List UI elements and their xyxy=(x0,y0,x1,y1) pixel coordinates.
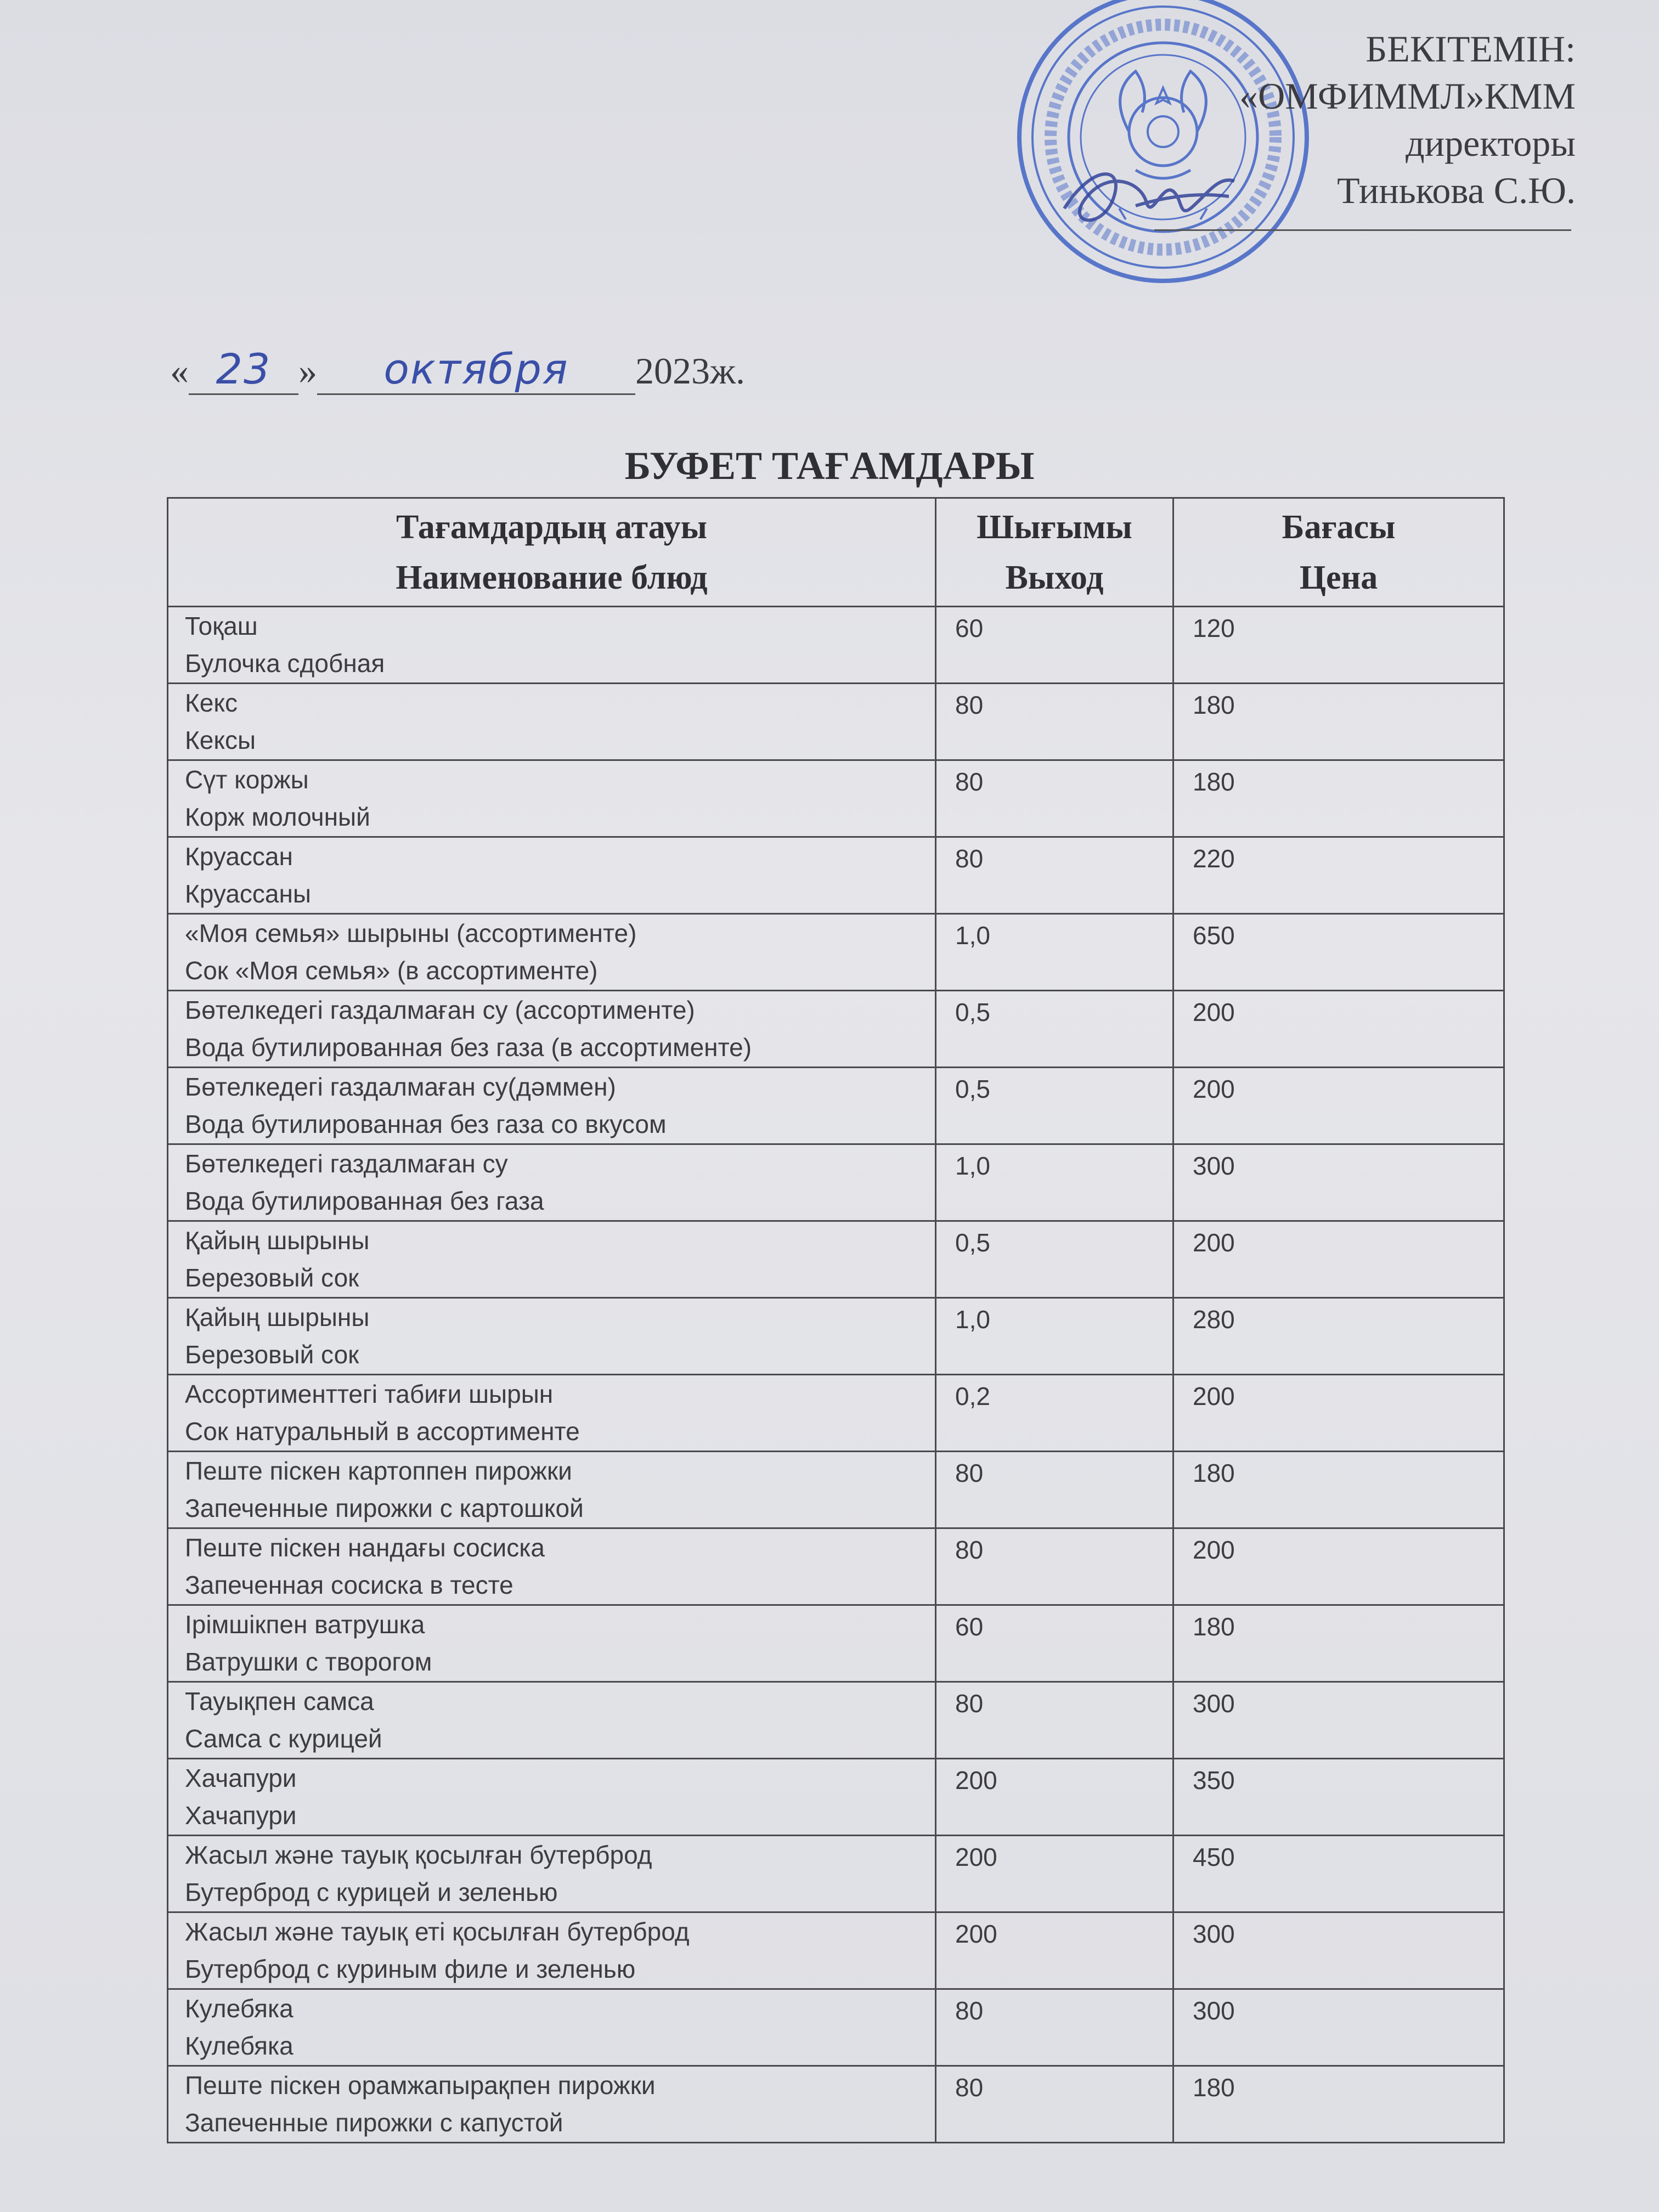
price-cell: 300 xyxy=(1173,1682,1504,1759)
dish-name-ru: Булочка сдобная xyxy=(185,649,385,678)
dish-name-cell xyxy=(168,1682,936,1759)
dish-name-cell xyxy=(168,1759,936,1836)
table-header-row xyxy=(168,498,1504,607)
dish-name-kz: Тоқаш xyxy=(185,612,258,640)
table-row xyxy=(168,837,1504,914)
dish-name-cell xyxy=(168,1912,936,1989)
dish-name-ru: Березовый сок xyxy=(185,1340,359,1369)
price-cell: 220 xyxy=(1173,837,1504,914)
approval-organization: «ОМФИММЛ»КММ xyxy=(1239,75,1576,117)
date-day-field xyxy=(189,345,298,395)
price-cell: 180 xyxy=(1173,684,1504,760)
yield-cell: 0,2 xyxy=(936,1375,1173,1452)
date-mid-quote: » xyxy=(298,350,317,392)
dish-name-cell xyxy=(168,2066,936,2143)
header-price-kz: Бағасы xyxy=(1282,508,1396,546)
approval-signatory: Тинькова С.Ю. xyxy=(1337,170,1576,211)
dish-name-cell xyxy=(168,991,936,1068)
dish-name-cell xyxy=(168,1605,936,1682)
yield-cell: 0,5 xyxy=(936,991,1173,1068)
date-day: 23 xyxy=(216,345,272,393)
dish-name-kz: Ірімшікпен ватрушка xyxy=(185,1610,425,1639)
menu-table-body xyxy=(168,607,1504,2143)
dish-name-kz: Бөтелкедегі газдалмаған су(дәммен) xyxy=(185,1073,616,1101)
dish-name-kz: Кекс xyxy=(185,689,238,717)
price-cell: 180 xyxy=(1173,2066,1504,2143)
dish-name-ru: Хачапури xyxy=(185,1801,297,1830)
price-cell: 280 xyxy=(1173,1298,1504,1375)
table-row xyxy=(168,1144,1504,1221)
table-row xyxy=(168,1221,1504,1298)
yield-cell: 0,5 xyxy=(936,1221,1173,1298)
dish-name-ru: Вода бутилированная без газа со вкусом xyxy=(185,1110,667,1138)
dish-name-kz: Хачапури xyxy=(185,1764,297,1792)
yield-cell: 0,5 xyxy=(936,1068,1173,1144)
table-row xyxy=(168,607,1504,684)
header-name xyxy=(168,498,936,607)
dish-name-cell xyxy=(168,1298,936,1375)
price-cell: 450 xyxy=(1173,1836,1504,1912)
yield-cell: 1,0 xyxy=(936,1144,1173,1221)
approval-block xyxy=(1082,25,1576,214)
dish-name-kz: Пеште піскен орамжапырақпен пирожки xyxy=(185,2071,656,2100)
table-row xyxy=(168,1298,1504,1375)
dish-name-kz: Қайың шырыны xyxy=(185,1303,370,1331)
dish-name-kz: Сүт коржы xyxy=(185,765,309,794)
table-row xyxy=(168,1759,1504,1836)
dish-name-ru: Запеченная сосиска в тесте xyxy=(185,1571,514,1599)
date-year: 2023ж. xyxy=(635,350,745,392)
approval-heading: БЕКІТЕМІН: xyxy=(1365,28,1576,70)
table-row xyxy=(168,1452,1504,1528)
dish-name-cell xyxy=(168,914,936,991)
yield-cell: 80 xyxy=(936,1452,1173,1528)
dish-name-ru: Корж молочный xyxy=(185,803,370,831)
yield-cell: 200 xyxy=(936,1912,1173,1989)
menu-table xyxy=(167,497,1505,2143)
yield-cell: 1,0 xyxy=(936,1298,1173,1375)
yield-cell: 60 xyxy=(936,607,1173,684)
yield-cell: 1,0 xyxy=(936,914,1173,991)
dish-name-ru: Ватрушки с творогом xyxy=(185,1647,432,1676)
price-cell: 300 xyxy=(1173,1912,1504,1989)
dish-name-cell xyxy=(168,1452,936,1528)
page-title: БУФЕТ ТАҒАМДАРЫ xyxy=(624,444,1035,488)
yield-cell: 60 xyxy=(936,1605,1173,1682)
approval-position: директоры xyxy=(1406,122,1576,164)
price-cell: 350 xyxy=(1173,1759,1504,1836)
date-open-quote: « xyxy=(170,350,189,392)
header-yield xyxy=(936,498,1173,607)
dish-name-ru: Запеченные пирожки с картошкой xyxy=(185,1494,584,1522)
dish-name-ru: Вода бутилированная без газа xyxy=(185,1187,544,1215)
yield-cell: 200 xyxy=(936,1836,1173,1912)
dish-name-kz: Пеште піскен нандағы сосиска xyxy=(185,1533,545,1562)
dish-name-cell xyxy=(168,837,936,914)
price-cell: 650 xyxy=(1173,914,1504,991)
yield-cell: 80 xyxy=(936,1528,1173,1605)
yield-cell: 80 xyxy=(936,684,1173,760)
dish-name-ru: Кулебяка xyxy=(185,2032,294,2060)
signature-line xyxy=(1154,229,1571,231)
yield-cell: 80 xyxy=(936,760,1173,837)
dish-name-ru: Запеченные пирожки с капустой xyxy=(185,2108,563,2137)
dish-name-kz: Пеште піскен картоппен пирожки xyxy=(185,1457,572,1485)
dish-name-cell xyxy=(168,1836,936,1912)
header-name-kz: Тағамдардың атауы xyxy=(396,508,708,546)
dish-name-cell xyxy=(168,1144,936,1221)
table-row xyxy=(168,1068,1504,1144)
table-row xyxy=(168,1912,1504,1989)
dish-name-kz: Ассортименттегі табиғи шырын xyxy=(185,1380,554,1408)
dish-name-ru: Сок «Моя семья» (в ассортименте) xyxy=(185,956,598,985)
price-cell: 200 xyxy=(1173,991,1504,1068)
dish-name-kz: Бөтелкедегі газдалмаған су xyxy=(185,1149,508,1178)
price-cell: 200 xyxy=(1173,1375,1504,1452)
yield-cell: 80 xyxy=(936,1989,1173,2066)
price-cell: 300 xyxy=(1173,1144,1504,1221)
dish-name-kz: Қайың шырыны xyxy=(185,1226,370,1255)
yield-cell: 200 xyxy=(936,1759,1173,1836)
dish-name-cell xyxy=(168,760,936,837)
dish-name-ru: Сок натуральный в ассортименте xyxy=(185,1417,580,1446)
price-cell: 180 xyxy=(1173,760,1504,837)
dish-name-ru: Самса с курицей xyxy=(185,1724,382,1753)
table-row xyxy=(168,2066,1504,2143)
dish-name-cell xyxy=(168,684,936,760)
dish-name-cell xyxy=(168,1989,936,2066)
date-month: октября xyxy=(383,345,569,393)
table-row xyxy=(168,1375,1504,1452)
dish-name-cell xyxy=(168,607,936,684)
price-cell: 200 xyxy=(1173,1068,1504,1144)
table-row xyxy=(168,991,1504,1068)
header-yield-kz: Шығымы xyxy=(977,508,1132,546)
dish-name-kz: Жасыл және тауық еті қосылған бутерброд xyxy=(185,1917,690,1946)
header-price-ru: Цена xyxy=(1299,558,1378,596)
date-month-field xyxy=(317,345,635,395)
price-cell: 180 xyxy=(1173,1605,1504,1682)
dish-name-ru: Круассаны xyxy=(185,879,311,908)
dish-name-cell xyxy=(168,1375,936,1452)
price-cell: 180 xyxy=(1173,1452,1504,1528)
yield-cell: 80 xyxy=(936,2066,1173,2143)
dish-name-ru: Кексы xyxy=(185,726,256,754)
dish-name-kz: Кулебяка xyxy=(185,1994,294,2023)
dish-name-kz: Тауықпен самса xyxy=(185,1687,374,1716)
yield-cell: 80 xyxy=(936,837,1173,914)
dish-name-cell xyxy=(168,1528,936,1605)
table-row xyxy=(168,1682,1504,1759)
dish-name-ru: Бутерброд с куриным филе и зеленью xyxy=(185,1955,636,1983)
price-cell: 300 xyxy=(1173,1989,1504,2066)
price-cell: 200 xyxy=(1173,1528,1504,1605)
header-yield-ru: Выход xyxy=(1005,558,1104,596)
table-row xyxy=(168,1836,1504,1912)
table-row xyxy=(168,684,1504,760)
dish-name-kz: Жасыл және тауық қосылған бутерброд xyxy=(185,1841,652,1869)
date-line xyxy=(170,345,745,399)
dish-name-ru: Вода бутилированная без газа (в ассортименте) xyxy=(185,1033,752,1062)
table-row xyxy=(168,914,1504,991)
dish-name-kz: Круассан xyxy=(185,842,293,871)
dish-name-cell xyxy=(168,1221,936,1298)
table-row xyxy=(168,1989,1504,2066)
dish-name-ru: Бутерброд с курицей и зеленью xyxy=(185,1878,558,1906)
dish-name-kz: «Моя семья» шырыны (ассортименте) xyxy=(185,919,637,947)
dish-name-kz: Бөтелкедегі газдалмаған су (ассортименте) xyxy=(185,996,695,1024)
dish-name-cell xyxy=(168,1068,936,1144)
dish-name-ru: Березовый сок xyxy=(185,1263,359,1292)
price-cell: 200 xyxy=(1173,1221,1504,1298)
price-cell: 120 xyxy=(1173,607,1504,684)
yield-cell: 80 xyxy=(936,1682,1173,1759)
table-row xyxy=(168,1528,1504,1605)
header-price xyxy=(1173,498,1504,607)
header-name-ru: Наименование блюд xyxy=(396,558,708,596)
table-row xyxy=(168,760,1504,837)
table-row xyxy=(168,1605,1504,1682)
